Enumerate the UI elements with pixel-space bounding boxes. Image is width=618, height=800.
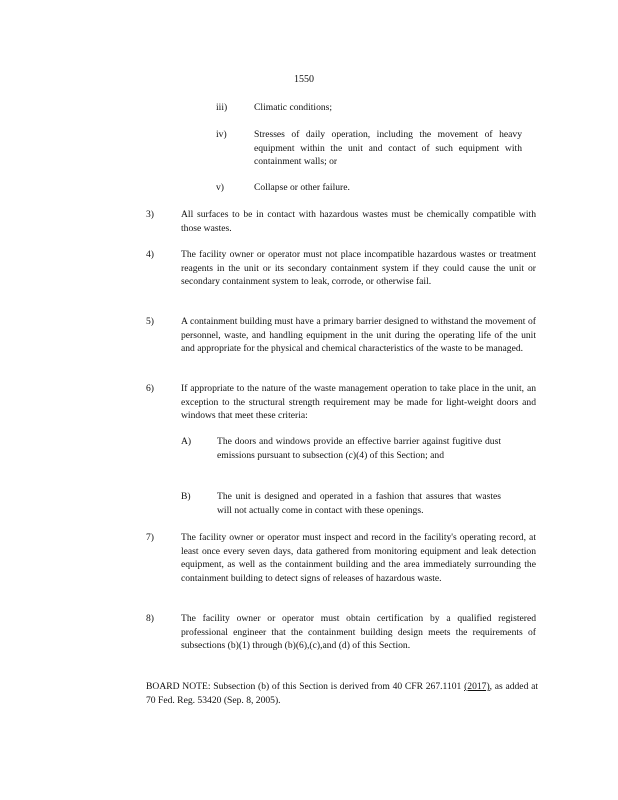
item-number: 4): [146, 249, 154, 260]
item-number: 8): [146, 613, 154, 624]
item-text: The facility owner or operator must not place incompatible hazardous wastes or treatment reagents in the unit or its secondary containment system if they could cause the unit or secondary containment system to leak, corrode, or otherwise fail.: [181, 249, 536, 288]
item-text: The unit is designed and operated in a fashion that assures that wastes will not actually come in contact with these openings.: [217, 491, 501, 516]
item-text: The doors and windows provide an effective barrier against fugitive dust emissions pursuant to subsection (c)(4) of this Section; and: [217, 436, 501, 461]
item-text: Stresses of daily operation, including the movement of heavy equipment within the unit and contact of such equipment with containment walls; or: [254, 129, 522, 168]
item-number: 3): [146, 209, 154, 220]
board-note-year: (2017): [464, 681, 490, 692]
item-text: Climatic conditions;: [254, 102, 333, 113]
item-number: iii): [216, 102, 228, 113]
board-note-suffix: , as added at 70 Fed. Reg. 53420 (Sep. 8, 2005).: [146, 681, 538, 706]
item-text: All surfaces to be in contact with hazardous wastes must be chemically compatible with those wastes.: [181, 209, 536, 234]
item-number: 6): [146, 383, 154, 394]
item-text: The facility owner or operator must obtain certification by a qualified registered professional engineer that the containment building design meets the requirements of subsections (b)(1) through (b)(6),(c),and (d) of this Section.: [181, 613, 536, 652]
item-number: A): [181, 436, 192, 447]
board-note-prefix: BOARD NOTE: Subsection (b) of this Section is derived from 40 CFR 267.1101: [146, 681, 462, 692]
item-text: A containment building must have a primary barrier designed to withstand the movement of personnel, waste, and handling equipment in the unit during the operating life of the unit and appropriate for the physical and chemical characteristics of the waste to be managed.: [181, 316, 536, 355]
item-text: Collapse or other failure.: [254, 182, 350, 193]
item-number: 7): [146, 532, 154, 543]
item-number: v): [216, 182, 224, 193]
item-text: The facility owner or operator must inspect and record in the facility's operating record, at least once every seven days, data gathered from monitoring equipment and leak detection equipment, as well as the containment building and the area immediately surrounding the containment building to detect signs of releases of hazardous waste.: [181, 532, 536, 584]
item-number: 5): [146, 316, 154, 327]
board-note: [146, 680, 538, 707]
item-text: If appropriate to the nature of the waste management operation to take place in the unit, an exception to the structural strength requirement may be made for light-weight doors and windows that meet these criteria:: [181, 383, 536, 422]
item-number: B): [181, 491, 191, 502]
page-number: 1550: [294, 74, 314, 85]
item-number: iv): [216, 129, 227, 140]
